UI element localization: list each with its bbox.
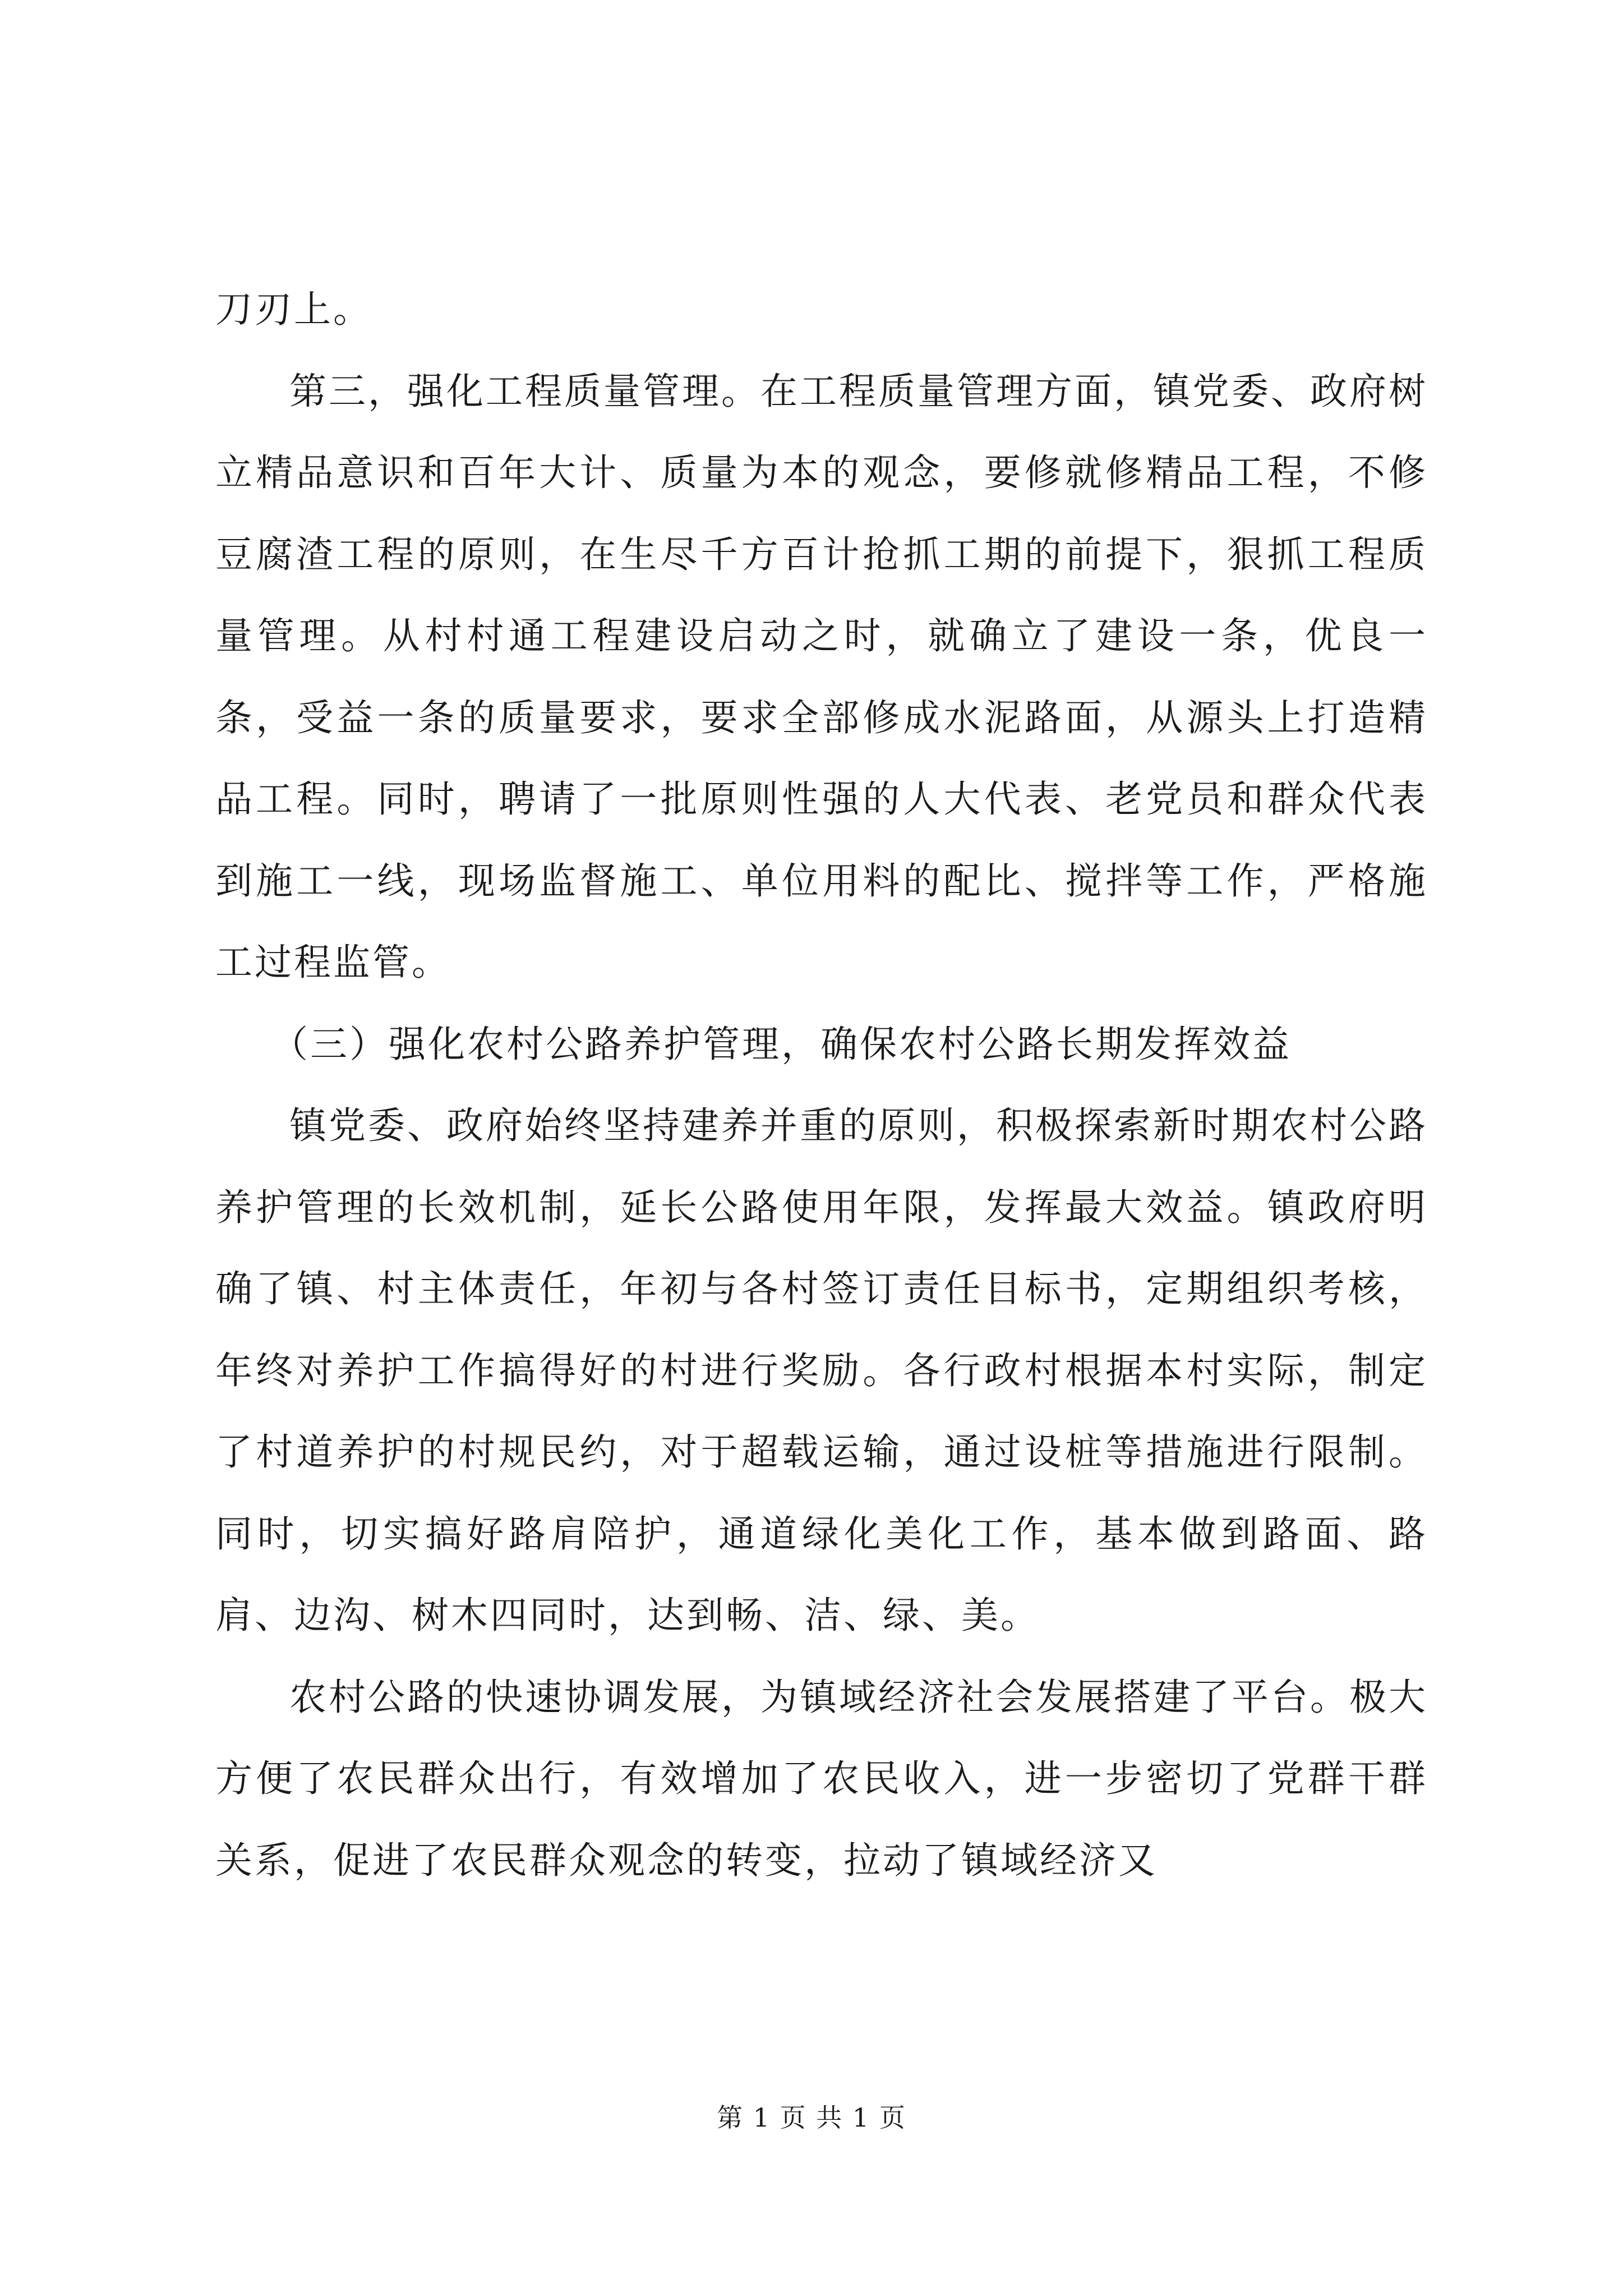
paragraph-continuation: 刀刃上。: [215, 288, 372, 331]
paragraph-development: 农村公路的快速协调发展，为镇域经济社会发展搭建了平台。极大方便了农民群众出行，有效增加了农民收入，进一步密切了党群干群关系，促进了农民群众观念的转变，拉动了镇域经济又: [215, 1675, 1428, 1882]
page-footer: 第 1 页 共 1 页: [717, 2102, 906, 2133]
document-body: [215, 269, 1428, 1901]
paragraph-quality-management: 第三，强化工程质量管理。在工程质量管理方面，镇党委、政府树立精品意识和百年大计、质量为本的观念，要修就修精品工程，不修豆腐渣工程的原则，在生尽千方百计抢抓工期的前提下，狠抓工程质量管理。从村村通工程建设启动之时，就确立了建设一条，优良一条，受益一条的质量要求，要求全部修成水泥路面，从源头上打造精品工程。同时，聘请了一批原则性强的人大代表、老党员和群众代表到施工一线，现场监督施工、单位用料的配比、搅拌等工作，严格施工过程监管。: [215, 369, 1428, 984]
paragraph-maintenance: 镇党委、政府始终坚持建养并重的原则，积极探索新时期农村公路养护管理的长效机制，延长公路使用年限，发挥最大效益。镇政府明确了镇、村主体责任，年初与各村签订责任目标书，定期组织考核，年终对养护工作搞得好的村进行奖励。各行政村根据本村实际，制定了村道养护的村规民约，对于超载运输，通过设桩等措施进行限制。同时，切实搞好路肩陪护，通道绿化美化工作，基本做到路面、路肩、边沟、树木四同时，达到畅、洁、绿、美。: [215, 1104, 1428, 1637]
section-heading-maintenance: （三）强化农村公路养护管理，确保农村公路长期发挥效益: [271, 1022, 1292, 1066]
